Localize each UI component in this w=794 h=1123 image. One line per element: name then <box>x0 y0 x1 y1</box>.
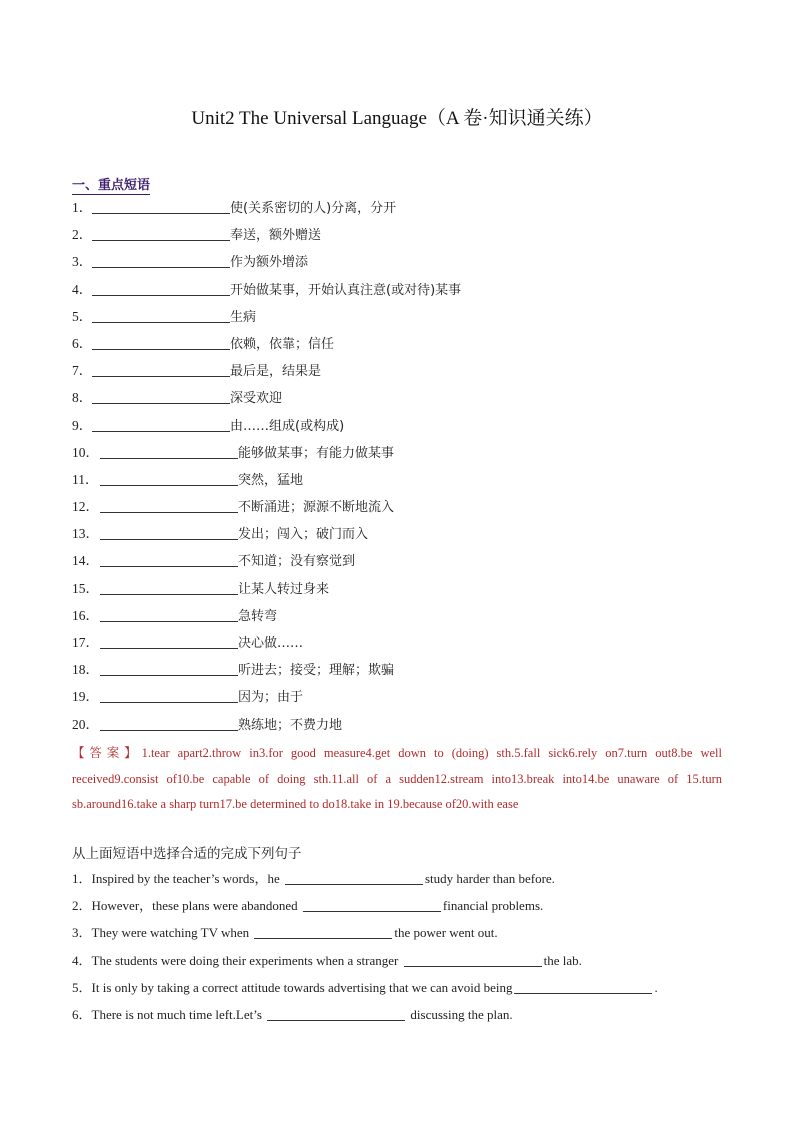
answer-key <box>72 740 722 818</box>
answer-blank[interactable] <box>100 607 238 622</box>
sentence-item <box>72 1005 658 1032</box>
item-number: 17． <box>72 635 99 650</box>
item-meaning: 听进去；接受；理解；欺骗 <box>238 663 395 679</box>
answer-blank[interactable] <box>100 498 238 513</box>
phrase-item <box>72 225 461 252</box>
answer-blank[interactable] <box>254 924 392 939</box>
sentence-after: discussing the plan. <box>407 1006 513 1022</box>
answer-blank[interactable] <box>100 580 238 595</box>
item-meaning: 作为额外增添 <box>230 255 309 271</box>
answer-blank[interactable] <box>303 897 441 912</box>
item-meaning: 深受欢迎 <box>230 391 283 407</box>
item-meaning: 发出；闯入；破门而入 <box>238 527 369 543</box>
answer-label: 【答案】 <box>72 745 142 760</box>
page-title: Unit2 The Universal Language（A 卷·知识通关练） <box>191 108 603 129</box>
answer-blank[interactable] <box>92 253 230 268</box>
phrase-item <box>72 687 461 714</box>
sentence-before: There is not much time left.Let’s <box>91 1006 266 1022</box>
sentence-before: The students were doing their experiments when a stranger <box>91 952 402 968</box>
item-meaning: 奉送，额外赠送 <box>230 228 322 244</box>
item-number: 20． <box>72 716 99 732</box>
sentence-item <box>72 869 658 896</box>
item-meaning: 不断涌进；源源不断地流入 <box>238 500 395 516</box>
item-number: 13． <box>72 526 99 542</box>
item-meaning: 由……组成(或构成) <box>230 418 345 434</box>
phrase-item <box>72 715 461 742</box>
phrase-item <box>72 198 461 225</box>
item-number: 3． <box>72 925 92 941</box>
item-meaning: 突然，猛地 <box>238 472 304 488</box>
item-number: 6． <box>72 335 93 351</box>
item-number: 16． <box>72 607 99 623</box>
phrase-item <box>72 633 461 660</box>
answer-blank[interactable] <box>514 979 652 994</box>
answer-blank[interactable] <box>100 525 238 540</box>
item-meaning: 依赖，依靠；信任 <box>230 336 335 352</box>
phrase-item <box>72 334 461 361</box>
item-meaning: 使(关系密切的人)分离，分开 <box>230 201 397 216</box>
sentence-item <box>72 951 658 978</box>
phrase-item <box>72 524 461 551</box>
sentence-after: . <box>654 979 658 995</box>
instruction-text: 从上面短语中选择合适的完成下列句子 <box>72 846 302 862</box>
answer-blank[interactable] <box>92 199 230 214</box>
item-number: 2． <box>72 227 93 243</box>
phrase-item <box>72 443 461 470</box>
answer-blank[interactable] <box>267 1006 405 1021</box>
phrase-item <box>72 551 461 578</box>
phrase-item <box>72 579 461 606</box>
item-number: 7． <box>72 363 93 379</box>
answer-blank[interactable] <box>92 335 230 350</box>
phrase-item <box>72 416 461 443</box>
item-number: 14． <box>72 553 99 569</box>
answer-blank[interactable] <box>100 661 238 676</box>
section-heading: 一、重点短语 <box>72 174 150 195</box>
sentence-after: the power went out. <box>394 925 498 941</box>
sentence-before: They were watching TV when <box>91 925 253 941</box>
item-number: 10． <box>72 444 99 460</box>
sentence-item <box>72 978 658 1005</box>
sentence-after: study harder than before. <box>424 871 555 886</box>
sentence-before: Inspired by the teacher’s words，he <box>91 871 283 886</box>
answer-blank[interactable] <box>100 471 238 486</box>
answer-blank[interactable] <box>100 444 238 459</box>
item-meaning: 最后是，结果是 <box>230 364 322 380</box>
answer-blank[interactable] <box>92 308 230 323</box>
answer-blank[interactable] <box>404 952 542 967</box>
item-meaning: 决心做…… <box>238 636 304 651</box>
phrase-item <box>72 361 461 388</box>
answer-blank[interactable] <box>92 362 230 377</box>
item-number: 2． <box>72 898 92 914</box>
item-number: 1． <box>72 871 92 886</box>
item-meaning: 急转弯 <box>238 608 278 624</box>
item-meaning: 生病 <box>230 309 257 325</box>
phrase-list <box>72 198 461 742</box>
answer-blank[interactable] <box>100 688 238 703</box>
item-number: 4． <box>72 952 92 968</box>
answer-blank[interactable] <box>100 634 238 649</box>
item-number: 8． <box>72 390 93 406</box>
sentence-before: However，these plans were abandoned <box>91 898 301 914</box>
item-number: 15． <box>72 580 99 596</box>
answer-blank[interactable] <box>100 552 238 567</box>
item-meaning: 能够做某事；有能力做某事 <box>238 445 395 461</box>
item-number: 18． <box>72 662 99 678</box>
answer-text: 1.tear apart2.throw in3.for good measure4.get down to (doing) sth.5.fall sick6.rely on7.turn out8.be well received9.consist of10.be capable of doing sth.11.all of a sudden12.stream into13.break into14.be unaware of 15.turn sb.around16.take a sharp turn17.be determined to do18.take in 19.because of20.with ease <box>72 746 722 811</box>
phrase-item <box>72 388 461 415</box>
sentence-after: the lab. <box>543 952 582 968</box>
item-meaning: 因为；由于 <box>238 690 304 706</box>
answer-blank[interactable] <box>92 226 230 241</box>
item-meaning: 开始做某事，开始认真注意(或对待)某事 <box>230 282 462 298</box>
item-meaning: 让某人转过身来 <box>238 581 330 597</box>
answer-blank[interactable] <box>92 281 230 296</box>
item-number: 1． <box>72 200 93 215</box>
item-number: 12． <box>72 499 99 515</box>
item-number: 4． <box>72 281 93 297</box>
answer-blank[interactable] <box>100 716 238 731</box>
answer-blank[interactable] <box>92 417 230 432</box>
phrase-item <box>72 497 461 524</box>
item-meaning: 不知道；没有察觉到 <box>238 554 356 570</box>
sentence-list <box>72 869 658 1032</box>
item-number: 6． <box>72 1006 92 1022</box>
item-number: 11． <box>72 471 99 487</box>
answer-blank[interactable] <box>285 870 423 885</box>
phrase-item <box>72 307 461 334</box>
item-meaning: 熟练地；不费力地 <box>238 717 343 733</box>
sentence-item <box>72 896 658 923</box>
item-number: 3． <box>72 254 93 270</box>
sentence-item <box>72 923 658 950</box>
item-number: 19． <box>72 689 99 705</box>
item-number: 5． <box>72 308 93 324</box>
answer-blank[interactable] <box>92 389 230 404</box>
sentence-before: It is only by taking a correct attitude towards advertising that we can avoid being <box>91 979 513 995</box>
phrase-item <box>72 252 461 279</box>
phrase-item <box>72 606 461 633</box>
phrase-item <box>72 660 461 687</box>
sentence-after: financial problems. <box>442 898 544 914</box>
item-number: 9． <box>72 417 93 433</box>
phrase-item <box>72 280 461 307</box>
phrase-item <box>72 470 461 497</box>
item-number: 5． <box>72 979 92 995</box>
